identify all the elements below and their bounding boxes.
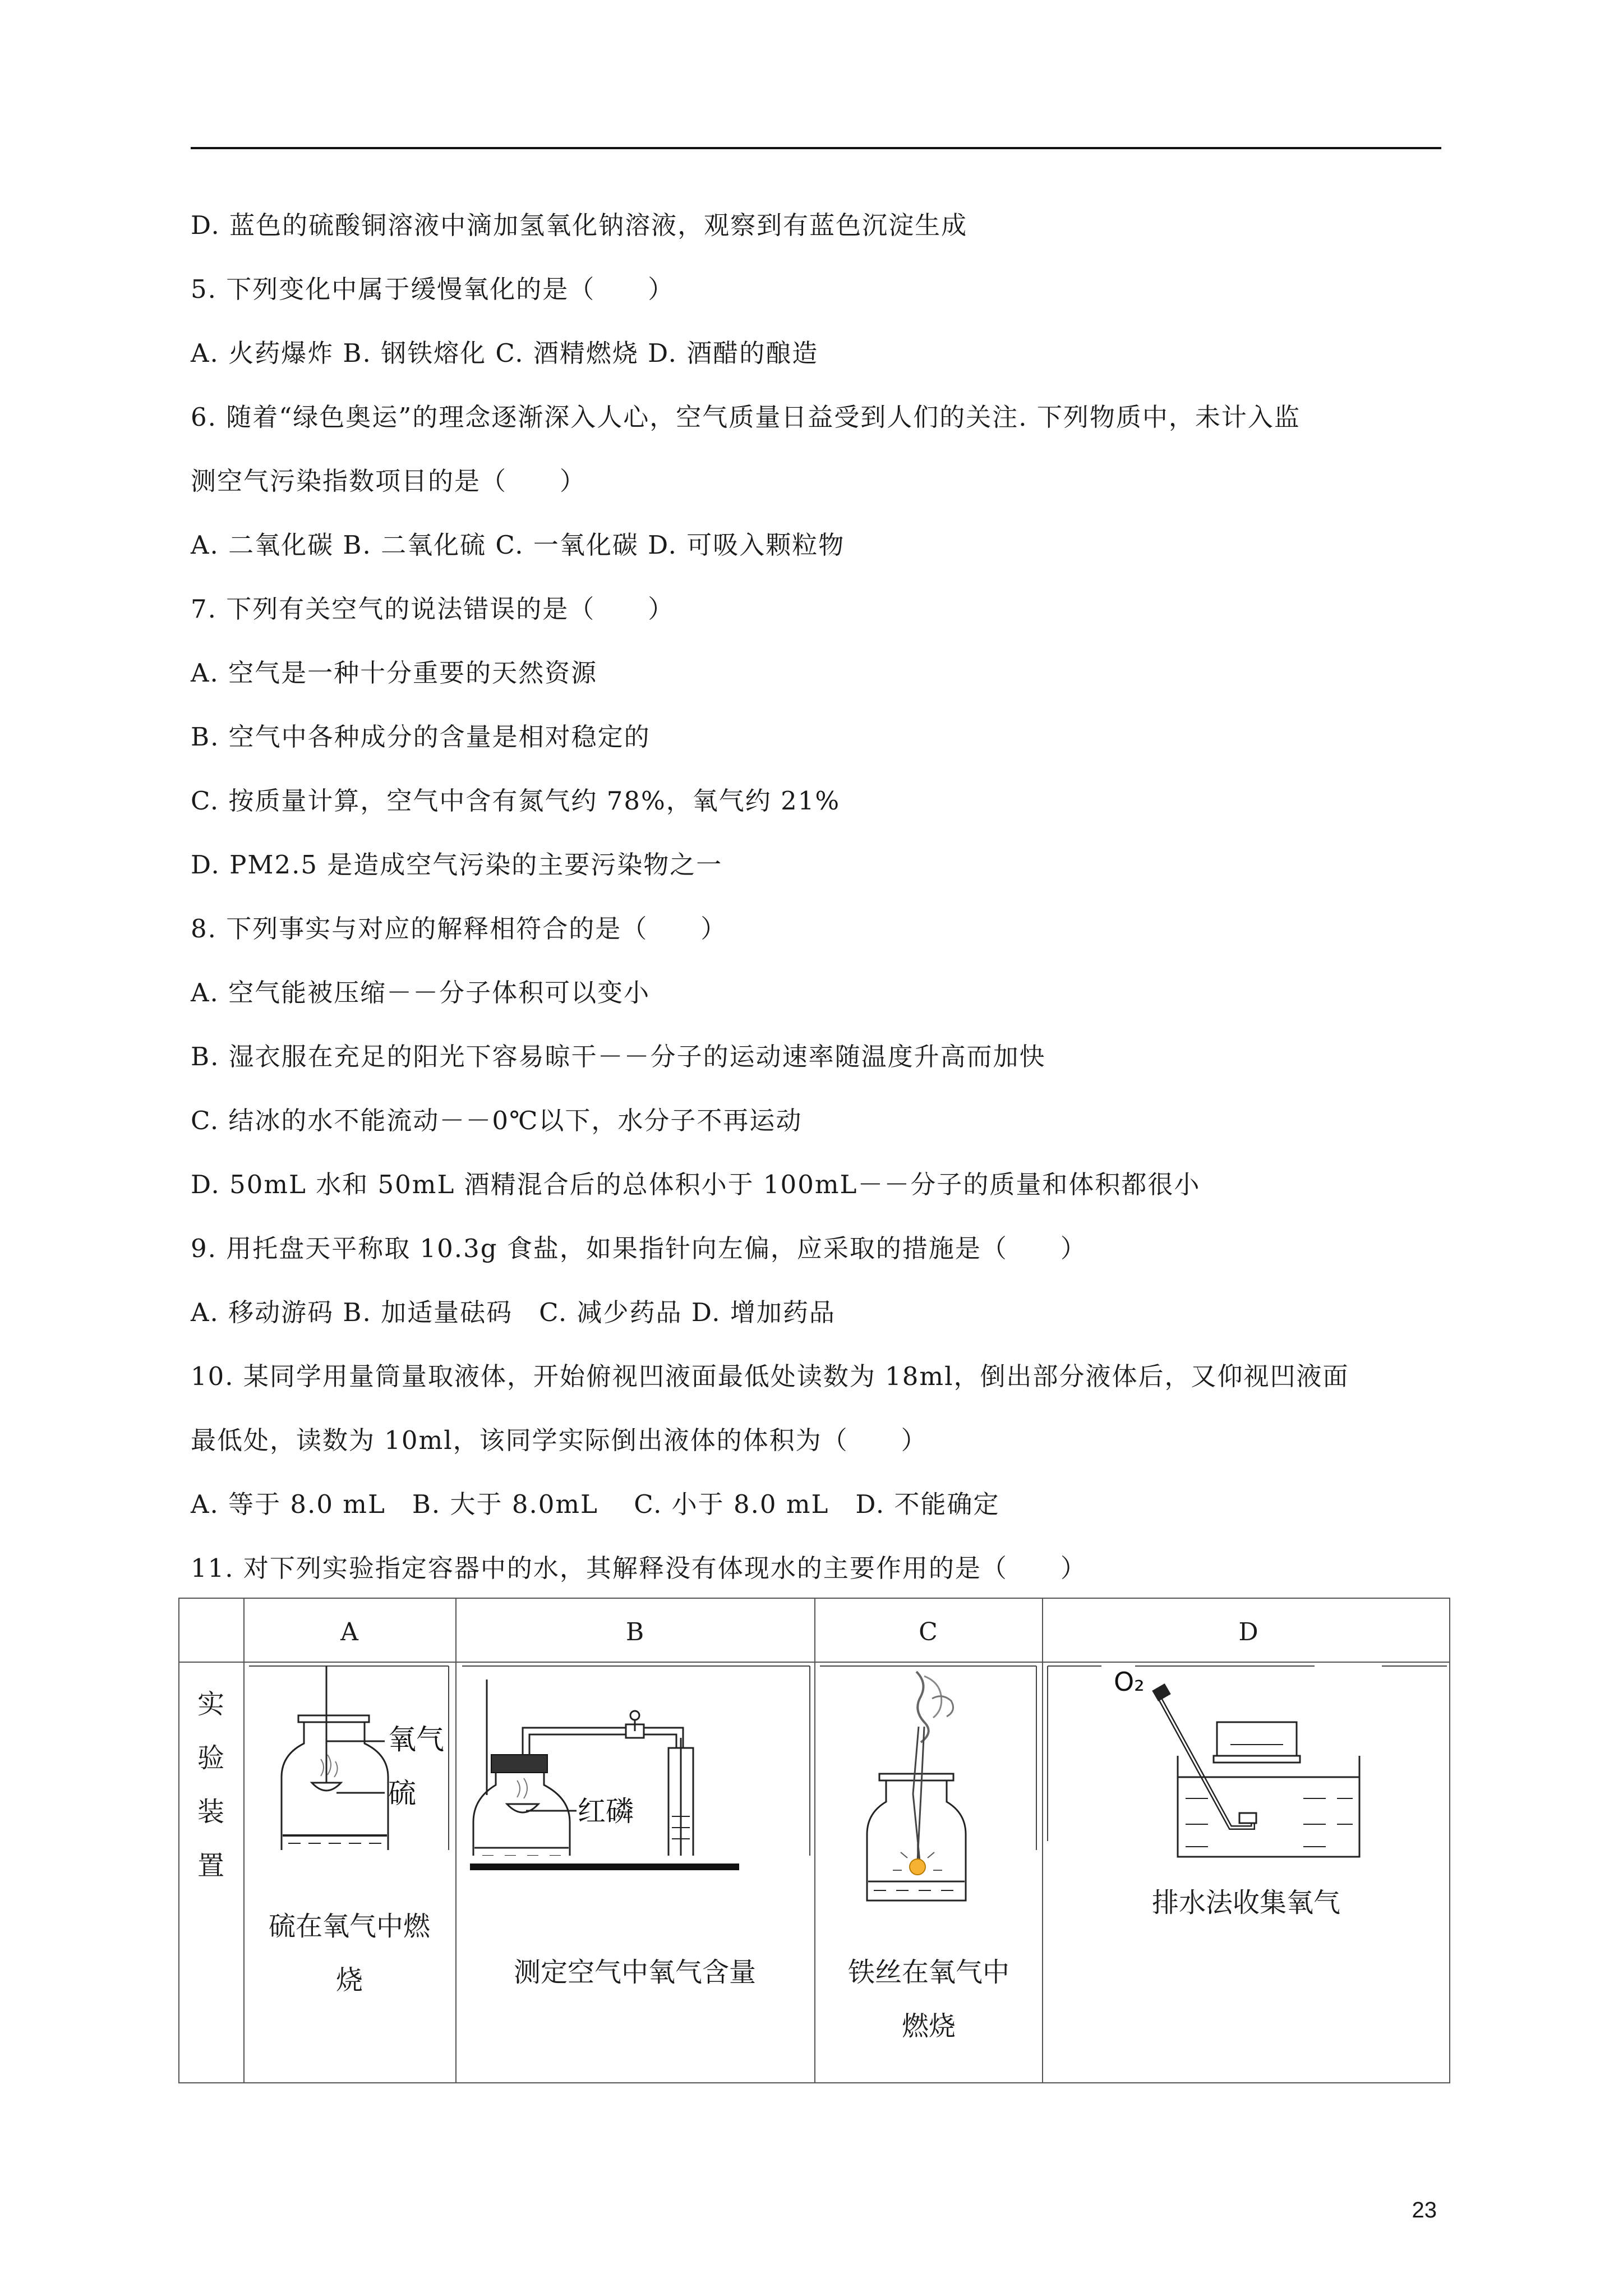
label-o2: O₂ xyxy=(1114,1667,1145,1697)
option-7c: C. 按质量计算，空气中含有氮气约 78%，氧气约 21% xyxy=(191,786,841,816)
question-5: 5. 下列变化中属于缓慢氧化的是（ ） xyxy=(191,274,675,304)
table-divider xyxy=(1042,1599,1043,2082)
question-6-line1: 6. 随着“绿色奥运”的理念逐渐深入人心，空气质量日益受到人们的关注. 下列物质中，未计入监 xyxy=(191,402,1301,432)
question-6-line2: 测空气污染指数项目的是（ ） xyxy=(191,466,587,496)
options-q6: A. 二氧化碳 B. 二氧化硫 C. 一氧化碳 D. 可吸入颗粒物 xyxy=(191,530,845,560)
iron-wire-apparatus xyxy=(818,1665,1040,1906)
header-c: C xyxy=(919,1618,938,1646)
option-7d: D. PM2.5 是造成空气污染的主要污染物之一 xyxy=(191,850,723,880)
option-8b: B. 湿衣服在充足的阳光下容易晾干－－分子的运动速率随温度升高而加快 xyxy=(191,1042,1046,1071)
option-8d: D. 50mL 水和 50mL 酒精混合后的总体积小于 100mL－－分子的质量和体积都很小 xyxy=(191,1170,1201,1199)
option-7b: B. 空气中各种成分的含量是相对稳定的 xyxy=(191,722,651,752)
option-d-q4: D. 蓝色的硫酸铜溶液中滴加氢氧化钠溶液，观察到有蓝色沉淀生成 xyxy=(191,210,968,240)
row-label: 实 验 装 置 xyxy=(197,1688,224,1881)
header-rule xyxy=(191,147,1441,149)
page-number: 23 xyxy=(1412,2198,1437,2223)
label-oxygen: 氧气 xyxy=(388,1723,444,1756)
oxygen-content-apparatus xyxy=(460,1665,812,1856)
options-q10: A. 等于 8.0 mL B. 大于 8.0mL C. 小于 8.0 mL D. 不能确定 xyxy=(191,1489,1000,1519)
question-8: 8. 下列事实与对应的解释相符合的是（ ） xyxy=(191,914,727,944)
options-q9: A. 移动游码 B. 加适量砝码 C. 减少药品 D. 增加药品 xyxy=(191,1297,836,1327)
option-8c: C. 结冰的水不能流动－－0℃以下，水分子不再运动 xyxy=(191,1106,803,1135)
header-d: D xyxy=(1238,1618,1258,1646)
header-b: B xyxy=(625,1618,644,1646)
table-divider xyxy=(243,1599,245,2082)
bench-surface xyxy=(470,1864,739,1870)
water-displacement-apparatus xyxy=(1045,1662,1449,1858)
table-divider xyxy=(455,1599,457,2082)
question-11: 11. 对下列实验指定容器中的水，其解释没有体现水的主要作用的是（ ） xyxy=(191,1553,1087,1583)
label-red-phosphorus: 红磷 xyxy=(578,1795,634,1828)
question-10-line1: 10. 某同学用量筒量取液体，开始俯视凹液面最低处读数为 18ml，倒出部分液体后，又仰视凹液面 xyxy=(191,1361,1349,1391)
option-7a: A. 空气是一种十分重要的天然资源 xyxy=(191,658,598,688)
caption-b: 测定空气中氧气含量 xyxy=(513,1957,756,1988)
sulfur-burning-apparatus xyxy=(247,1665,452,1850)
experiment-table xyxy=(178,1598,1450,2083)
label-sulfur: 硫 xyxy=(388,1777,416,1810)
header-a: A xyxy=(340,1618,358,1646)
caption-d: 排水法收集氧气 xyxy=(1151,1887,1340,1918)
caption-a: 硫在氧气中燃 烧 xyxy=(268,1911,430,1996)
options-q5: A. 火药爆炸 B. 钢铁熔化 C. 酒精燃烧 D. 酒醋的酿造 xyxy=(191,338,819,368)
question-9: 9. 用托盘天平称取 10.3g 食盐，如果指针向左偏，应采取的措施是（ ） xyxy=(191,1234,1087,1263)
caption-c: 铁丝在氧气中 燃烧 xyxy=(847,1957,1009,2042)
option-8a: A. 空气能被压缩－－分子体积可以变小 xyxy=(191,978,651,1007)
question-10-line2: 最低处，读数为 10ml，该同学实际倒出液体的体积为（ ） xyxy=(191,1425,928,1455)
question-7: 7. 下列有关空气的说法错误的是（ ） xyxy=(191,594,675,624)
